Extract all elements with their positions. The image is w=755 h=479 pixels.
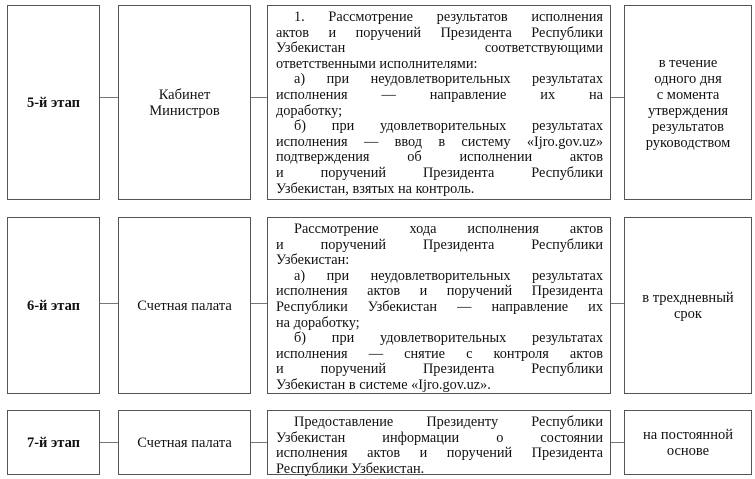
action-text-line: исполнения актов и поручений Президента [276, 283, 603, 300]
stage-text: 6-й этап [26, 297, 81, 314]
action-text-line: и поручений Президента Республики [276, 164, 603, 181]
stage-label-5 [7, 5, 100, 200]
executor-text: Кабинет Министров [149, 86, 220, 119]
stage-label-6 [7, 217, 100, 394]
executor-box-6 [118, 217, 251, 394]
connector-line [251, 303, 267, 304]
action-text-line: на доработку; [276, 314, 360, 331]
action-text-line: Узбекистан: [276, 252, 350, 269]
action-text-line: Узбекистан информации о состоянии [276, 429, 603, 446]
action-text-line: исполнения актов и поручений Президента [276, 445, 603, 462]
deadline-text: в трехдневный срок [642, 289, 734, 322]
connector-line [100, 303, 118, 304]
action-text-line: б) при удовлетворительных результатах [294, 330, 603, 347]
action-box-7 [267, 410, 611, 475]
executor-box-5 [118, 5, 251, 200]
connector-line [100, 97, 118, 98]
action-text-line: подтверждения об исполнении актов [276, 149, 603, 166]
executor-text: Счетная палата [137, 434, 232, 451]
action-text-line: исполнения — направление их на [276, 86, 603, 103]
action-text-line: исполнения — ввод в систему «Ijro.gov.uz» [276, 133, 603, 150]
action-text-line: б) при удовлетворительных результатах [294, 118, 603, 135]
action-text-line: а) при неудовлетворительных результатах [294, 71, 603, 88]
action-text-line: ответственными исполнителями: [276, 55, 478, 72]
stage-label-7 [7, 410, 100, 475]
executor-box-7 [118, 410, 251, 475]
deadline-text: на постоянной основе [643, 426, 733, 459]
connector-line [611, 303, 624, 304]
action-text-line: Узбекистан, взятых на контроль. [276, 180, 475, 197]
action-text-line: 1. Рассмотрение результатов исполнения [294, 9, 603, 25]
deadline-box-7 [624, 410, 752, 475]
action-text-line: Узбекистан в системе «Ijro.gov.uz». [276, 376, 491, 393]
connector-line [251, 442, 267, 443]
action-box-6 [267, 217, 611, 394]
connector-line [100, 442, 118, 443]
action-text-line: Рассмотрение хода исполнения актов [294, 221, 603, 237]
deadline-box-5 [624, 5, 752, 200]
action-text-line: Республики Узбекистан — направление их [276, 298, 603, 315]
action-text-line: Республики Узбекистан. [276, 460, 425, 477]
stage-text: 7-й этап [26, 434, 81, 451]
action-text-line: исполнения — снятие с контроля актов [276, 345, 603, 362]
action-box-5 [267, 5, 611, 200]
action-text-line: и поручений Президента Республики [276, 361, 603, 378]
action-text-line: доработку; [276, 102, 343, 119]
connector-line [611, 97, 624, 98]
deadline-box-6 [624, 217, 752, 394]
action-text-line: Предоставление Президенту Республики [294, 414, 603, 430]
action-text-line: а) при неудовлетворительных результатах [294, 267, 603, 284]
action-text-line: и поручений Президента Республики [276, 236, 603, 253]
executor-text: Счетная палата [137, 297, 232, 314]
action-text-line: актов и поручений Президента Республики [276, 24, 603, 41]
connector-line [611, 442, 624, 443]
connector-line [251, 97, 267, 98]
deadline-text: в течение одного дня с момента утверждения результатов руководством [645, 54, 731, 151]
action-text-line: Узбекистан соответствующими [276, 40, 603, 57]
stage-text: 5-й этап [26, 94, 81, 111]
